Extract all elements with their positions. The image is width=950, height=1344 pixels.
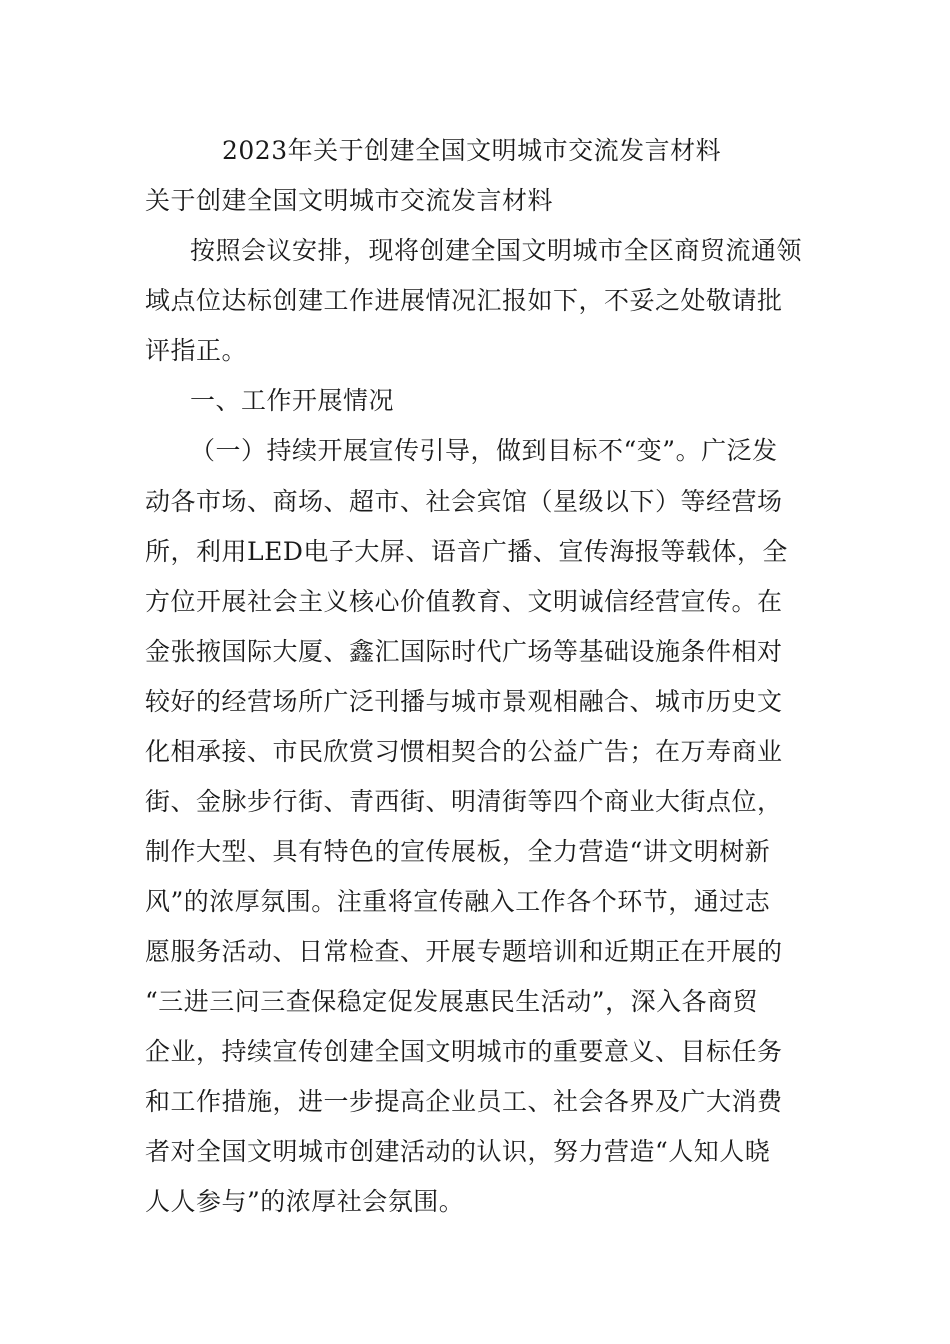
body-line: 按照会议安排，现将创建全国文明城市全区商贸流通领 [190, 236, 803, 265]
body-line: 和工作措施，进一步提高企业员工、社会各界及广大消费 [145, 1087, 783, 1116]
body-line: 企业，持续宣传创建全国文明城市的重要意义、目标任务 [145, 1037, 783, 1066]
body-line: 金张掖国际大厦、鑫汇国际时代广场等基础设施条件相对 [145, 637, 783, 666]
body-line: 风”的浓厚氛围。注重将宣传融入工作各个环节，通过志 [145, 887, 771, 916]
document-title: 2023年关于创建全国文明城市交流发言材料 [222, 136, 722, 165]
document-subtitle: 关于创建全国文明城市交流发言材料 [145, 186, 554, 215]
body-line: 较好的经营场所广泛刊播与城市景观相融合、城市历史文 [145, 687, 783, 716]
body-line: 街、金脉步行街、青西街、明清街等四个商业大街点位， [145, 787, 783, 816]
body-line: 动各市场、商场、超市、社会宾馆（星级以下）等经营场 [145, 487, 783, 516]
body-line: 化相承接、市民欣赏习惯相契合的公益广告；在万寿商业 [145, 737, 783, 766]
body-line: 评指正。 [145, 336, 248, 365]
body-line: 愿服务活动、日常检查、开展专题培训和近期正在开展的 [145, 937, 783, 966]
body-line: 所，利用LED电子大屏、语音广播、宣传海报等载体，全 [145, 537, 788, 566]
body-line: 域点位达标创建工作进展情况汇报如下，不妥之处敬请批 [145, 286, 783, 315]
body-line: （一）持续开展宣传引导，做到目标不“变”。广泛发 [190, 436, 778, 465]
body-line: 人人参与”的浓厚社会氛围。 [145, 1187, 465, 1216]
body-line: “三进三问三查保稳定促发展惠民生活动”，深入各商贸 [145, 987, 759, 1016]
body-line: 方位开展社会主义核心价值教育、文明诚信经营宣传。在 [145, 587, 783, 616]
section-heading: 一、工作开展情况 [190, 386, 395, 415]
body-line: 制作大型、具有特色的宣传展板，全力营造“讲文明树新 [145, 837, 771, 866]
body-line: 者对全国文明城市创建活动的认识，努力营造“人知人晓 [145, 1137, 771, 1166]
